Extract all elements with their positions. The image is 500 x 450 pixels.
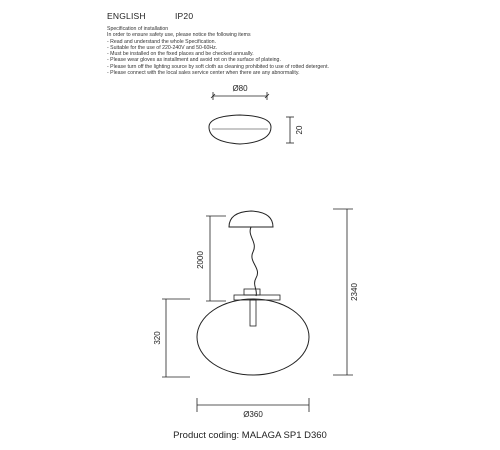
- product-coding: Product coding: MALAGA SP1 D360: [173, 430, 327, 441]
- shade-diameter-label: Ø360: [243, 410, 263, 419]
- spec-item: - Read and understand the whole Specification.: [107, 38, 217, 45]
- canopy-diameter-label: Ø80: [232, 84, 248, 93]
- shade-holder: [234, 289, 280, 326]
- shade-height-label: 320: [153, 331, 162, 345]
- canopy-width-dimension: [211, 92, 269, 100]
- pendant-canopy: [229, 211, 273, 227]
- canopy-drawing: [209, 115, 271, 144]
- language-label: ENGLISH: [107, 11, 146, 21]
- spec-item: - Must be installed on the fixed places and be checked annually.: [107, 51, 254, 58]
- glass-shade: [197, 299, 309, 375]
- canopy-height-label: 20: [295, 125, 304, 135]
- spec-item: - Please connect with the local sales service center when there are any abnormality.: [107, 70, 300, 77]
- spec-intro: In order to ensure safety use, please notice the following items: [107, 32, 251, 39]
- canopy-height-dimension: [286, 117, 294, 143]
- pendant-cable: [250, 227, 257, 296]
- spec-item: - Please wear gloves as installment and avoid rot on the surface of plateing.: [107, 57, 281, 64]
- spec-item: - Suitable for the use of 220-240V and 50-60Hz.: [107, 44, 218, 51]
- spec-title: Specification of installation: [107, 26, 169, 32]
- ip-rating-label: IP20: [175, 11, 194, 21]
- total-height-label: 2340: [350, 283, 359, 301]
- spec-item: - Please turn off the lighting source by soft cloth as cleaning prohibited to use of rotted detergent.: [107, 63, 329, 70]
- cable-length-label: 2000: [196, 251, 205, 269]
- cable-length-dimension: [206, 216, 226, 301]
- shade-height-dimension: [162, 299, 190, 377]
